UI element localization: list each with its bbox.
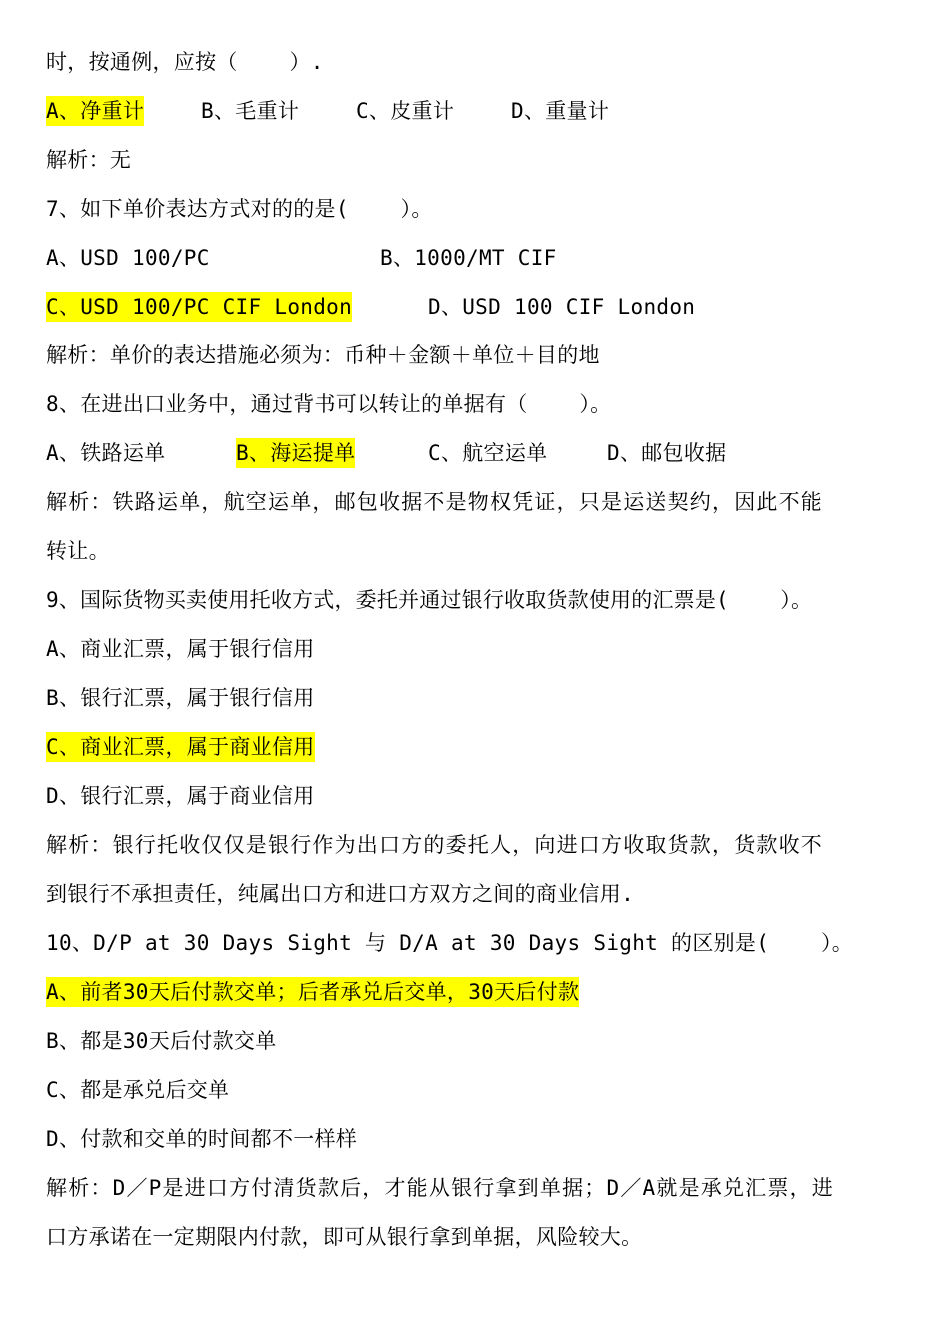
q9-option-b: B、银行汇票，属于银行信用	[46, 686, 315, 710]
q9-option-a: A、商业汇票，属于银行信用	[46, 637, 315, 661]
question-10: 10、D/P at 30 Days Sight 与 D/A at 30 Days Sight 的区别是( ）。	[46, 931, 854, 955]
q7-option-a: A、USD 100/PC	[46, 246, 210, 270]
explanation-cont: 转让。	[46, 539, 110, 563]
q8-options	[46, 438, 926, 468]
q8-option-a: A、铁路运单	[46, 441, 166, 465]
q6-option-b: B、毛重计	[201, 99, 300, 123]
explanation: 解析：D／P是进口方付清货款后，才能从银行拿到单据；D／A就是承兑汇票，进	[46, 1176, 834, 1200]
q8-option-b: B、海运提单	[236, 438, 355, 468]
text-line: 时，按通例，应按（ ）.	[46, 50, 324, 74]
q10-option-d: D、付款和交单的时间都不一样样	[46, 1127, 358, 1151]
q10-option-b: B、都是30天后付款交单	[46, 1029, 277, 1053]
explanation: 解析：单价的表达措施必须为：币种＋金额＋单位＋目的地	[46, 343, 600, 367]
q9-option-c: C、商业汇票，属于商业信用	[46, 732, 315, 762]
q7-options-row2	[46, 292, 926, 322]
q8-option-c: C、航空运单	[428, 441, 548, 465]
explanation-cont: 到银行不承担责任，纯属出口方和进口方双方之间的商业信用.	[46, 882, 635, 906]
q8-option-d: D、邮包收据	[607, 441, 727, 465]
q7-option-d: D、USD 100 CIF London	[428, 295, 696, 319]
q9-option-d: D、银行汇票，属于商业信用	[46, 784, 315, 808]
explanation: 解析：银行托收仅仅是银行作为出口方的委托人，向进口方收取货款，货款收不	[46, 833, 823, 857]
question-8: 8、在进出口业务中，通过背书可以转让的单据有（ ）。	[46, 392, 612, 416]
q6-options	[46, 96, 926, 126]
explanation: 解析：无	[46, 148, 132, 172]
q7-option-c: C、USD 100/PC CIF London	[46, 292, 352, 322]
question-9: 9、国际货物买卖使用托收方式，委托并通过银行收取货款使用的汇票是( ）。	[46, 588, 813, 612]
q6-option-a: A、净重计	[46, 96, 144, 126]
explanation: 解析：铁路运单，航空运单，邮包收据不是物权凭证，只是运送契约，因此不能	[46, 490, 823, 514]
q10-option-a: A、前者30天后付款交单；后者承兑后交单，30天后付款	[46, 977, 579, 1007]
question-7: 7、如下单价表达方式对的的是( ）。	[46, 197, 433, 221]
q10-option-c: C、都是承兑后交单	[46, 1078, 230, 1102]
q6-option-d: D、重量计	[511, 99, 610, 123]
explanation-cont: 口方承诺在一定期限内付款，即可从银行拿到单据，风险较大。	[46, 1225, 643, 1249]
q7-options-row1	[46, 243, 926, 273]
q7-option-b: B、1000/MT CIF	[380, 246, 557, 270]
q6-option-c: C、皮重计	[356, 99, 455, 123]
